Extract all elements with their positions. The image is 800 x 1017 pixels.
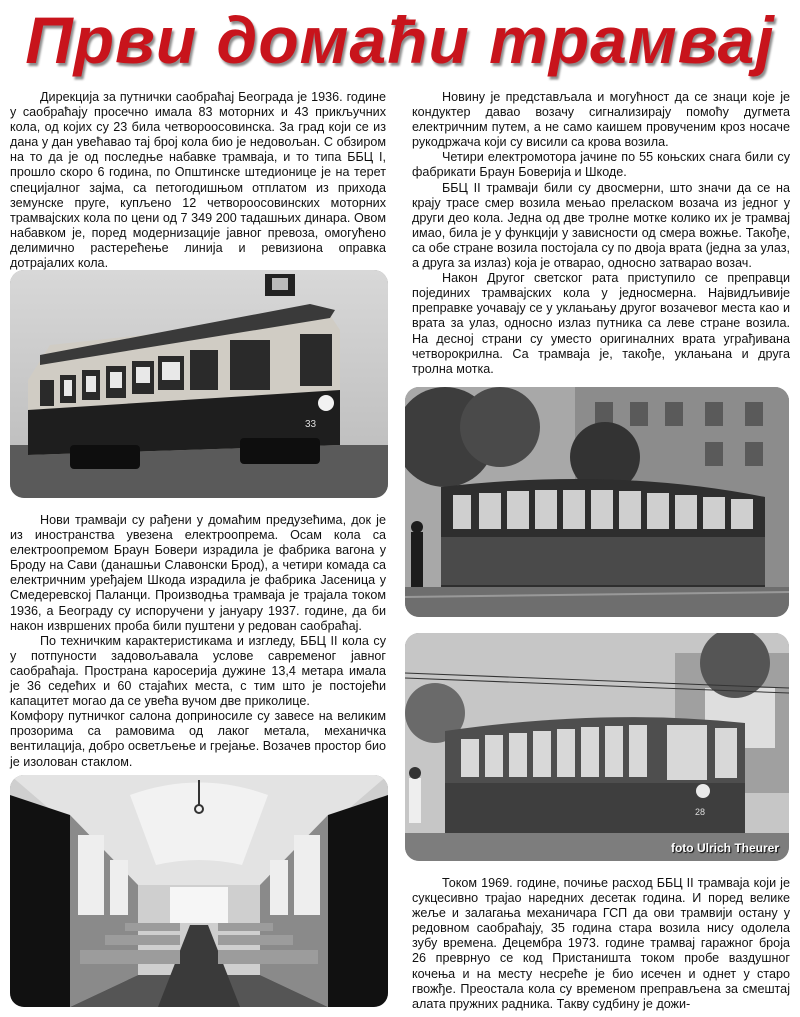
tram-interior-photo — [10, 775, 388, 1007]
car-number-label-2: 28 — [695, 807, 706, 817]
paragraph-production: Нови трамваји су рађени у домаћим предузећима, док је из иностранства увезена електроопрема. Осам кола са електроопремом Браун Бовери израдила је фабрика вагона у Броду на Сави (данашњи Славонски Брод), а четири комада са електричним уређајем Шкода израдила је фабрика Јасеница у Смедеревској Паланци. Производња трамваја је трајала током 1936, а Београду су испоручени у јануару 1937. године, да би након извршених проба били пуштени у редован саобраћај. — [10, 513, 386, 633]
photo-credit: foto Ulrich Theurer — [670, 841, 779, 855]
car-number-label: 33 — [305, 419, 317, 430]
paragraph-motors: Четири електромотора јачине по 55 коњских снага били су фабрикати Браун Боверија и Шкоде. — [412, 150, 790, 180]
tram-photo-side-view — [10, 270, 388, 498]
paragraph-decommission: Током 1969. године, почиње расход ББЦ II трамваја који је сукцесивно трајао наредних десетак година. И поред велике жеље и залагања механичара ГСП да ови трамвији остану у редовном саобраћају, 35 година стара возила нису одолела зубу времена. Децембра 1973. године трамвај гаражног броја 26 преврнуо се код Пристаништа током пробе ваздушног кочења и на месту несреће је био исечен и однет у старо гвожђе. Преостала кола су временом преправљена за смештај алата пружних радника. Такву судбину је дожи- — [412, 876, 790, 1011]
paragraph-technical: По техничким карактеристикама и изгледу, ББЦ II кола су у потпуности задовољавала услове савременог јавног саобраћаја. Пространа каросерија дужине 13,4 метара имала је 36 седећих и 60 стајаћих места, с тим што је постојећи капацитет могао да се увећа вучом две приколице. — [10, 633, 386, 709]
left-column-middle — [10, 513, 386, 770]
paragraph-signaling: Новину је представљала и могућност да се знаци које је кондуктер давао возачу сигнализирају помоћу дугмета електричним путем, а не само каишем провученим кроз носаче рукодржача који су висили са крова возила. — [412, 90, 790, 150]
tram-street-photo — [405, 387, 789, 617]
paragraph-intro: Дирекција за путнички саобраћај Београда је 1936. године у саобраћају просечно имала 83 моторних и 43 прикључних кола, од којих су 23 била четвороосовинска. За град који се из дана у дан увећавао тај број кола био је недовољан. С обзиром на то да је од последње набавке трамваја, и то типа ББЦ I, прошло скоро 6 година, по Општинске штедионице је на терет специјалног зајма, са петогодишњом отплатом из прихода земунске пруге, купљено 12 четвороосовинских моторних трамвајских кола по цени од 7 349 200 тадашњих динара. Овом набавком је, поред модернизације јавног превоза, омогућено делимично растерећење линија и ревизиона оправка дотрајалих кола. — [10, 90, 386, 271]
tram-modified-photo — [405, 633, 789, 861]
left-column-top — [10, 90, 386, 271]
article-title: Први домаћи трамвај — [25, 3, 775, 77]
right-column-top — [412, 90, 790, 377]
paragraph-bidirectional: ББЦ II трамваји били су двосмерни, што значи да се на крају трасе смер возила мењао преласком возача из једног у други део кола. Једна од две тролне мотке колико их је трамвај имао, била је у функцији у зависности од смера вожње. Такође, са обе стране возила постојала су по двоја врата (једна за улаз, а друга за излаз) која је отварао, односно затварао возач. — [412, 180, 790, 271]
right-column-bottom — [412, 876, 790, 1012]
paragraph-postwar: Након Другог светског рата приступило се преправци појединих трамвајских кола у једносмерна. Највидљивије преправке уочавају се у уклањању другог возачевог места као и врата за улаз, односно излаз путника са леве стране возила. На десној страни су уместо оригиналних врата уграђивана четворокрилна. Са трамваја је, такође, уклањана и друга тролна мотка. — [412, 271, 790, 376]
paragraph-comfort: Комфору путничког салона доприносиле су завесе на великим прозорима са рамовима од лаког метала, механичка вентилација, добро осветљење и грејање. Возачев простор био је изолован стаклом. — [10, 709, 386, 769]
